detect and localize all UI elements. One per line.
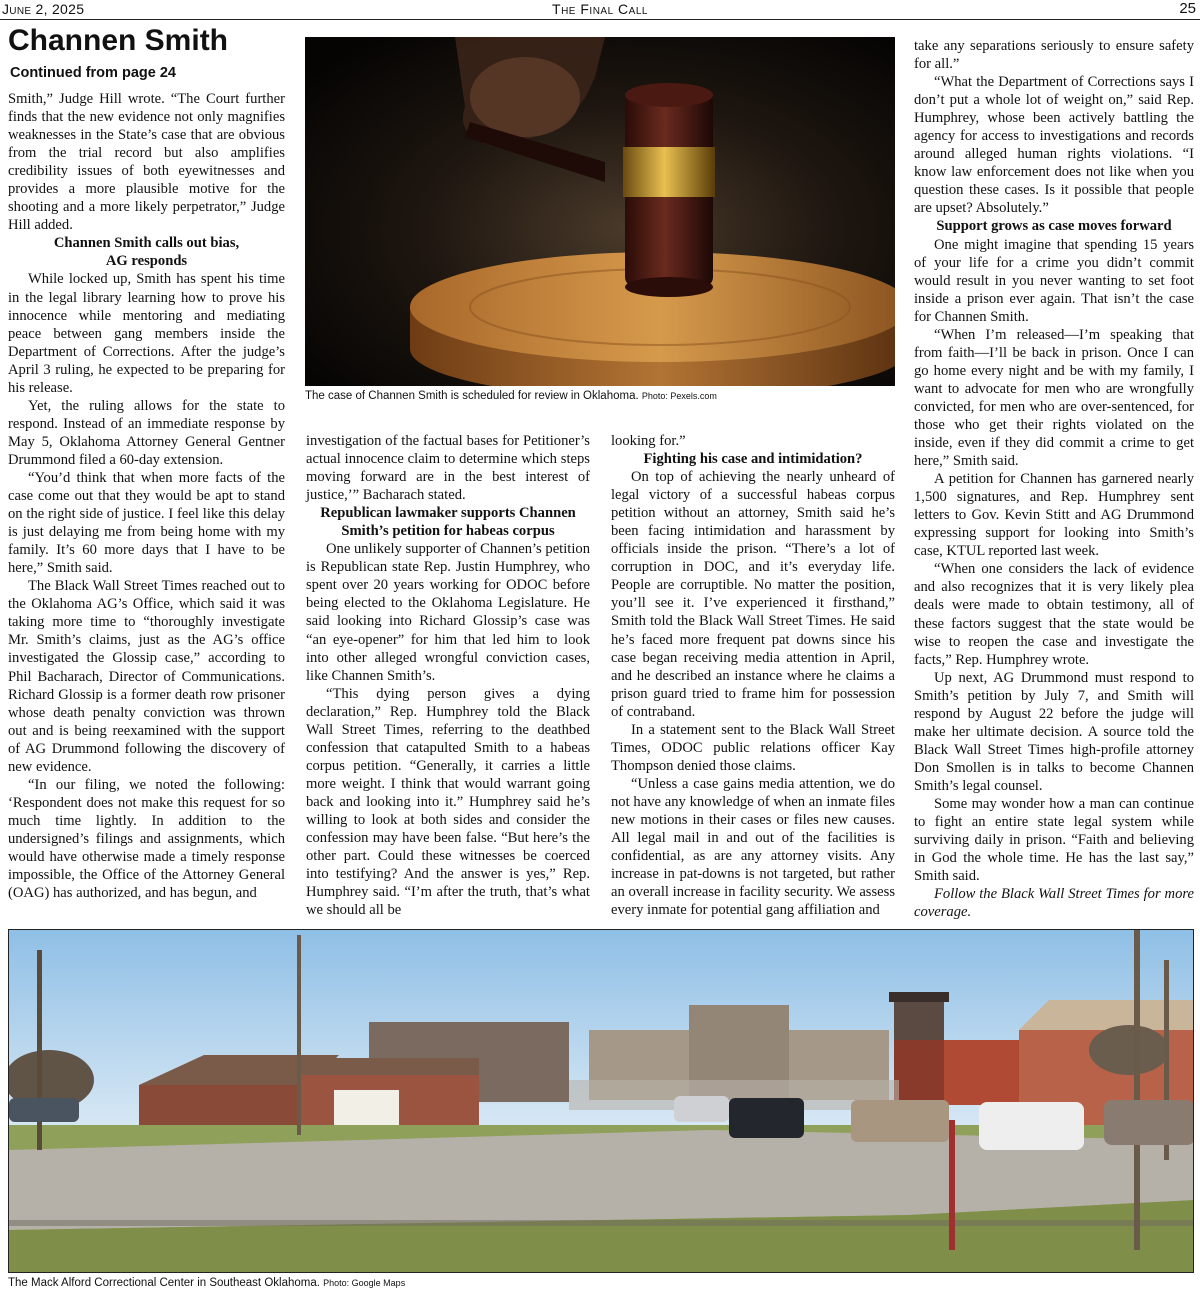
paragraph: A petition for Channen has garnered nearly 1,500 signatures, and Rep. Humphrey sent letters to Gov. Kevin Stitt and AG Drummond expressing support for looking into Smith’s case, KTUL reported last week. — [914, 471, 1194, 560]
paragraph: One unlikely supporter of Channen’s petition is Republican state Rep. Justin Humphrey, who spent over 20 years working for ODOC before being elected to the Oklahoma Legislature. He said looking into Richard Glossip’s case was “an eye-opener” for him that led him to look into other alleged wrongful conviction cases, like Channen Smith’s. — [306, 541, 590, 684]
paragraph: “Unless a case gains media attention, we do not have any knowledge of when an inmate files new motions in their cases or files new causes. All legal mail in and out of the facilities is confidential, as are any attorney visits. Any increase in pat-downs is not targeted, but rather an overall increase in facility security. We assess every inmate for potential gang affiliation and — [611, 775, 895, 919]
closing-note: Follow the Black Wall Street Times for more coverage. — [914, 886, 1194, 921]
paragraph: While locked up, Smith has spent his time in the legal library learning how to prove his innocence while mentoring and mediating peace between gang members inside the Department of Corrections. After the judge’s April 3 ruling, he expected to be preparing for his release. — [8, 271, 285, 396]
article-column-3 — [611, 432, 895, 919]
paragraph: take any separations seriously to ensure safety for all.” — [914, 38, 1194, 73]
paragraph: Up next, AG Drummond must respond to Smith’s petition by July 7, and Smith will respond by August 22 before the judge will make her ultimate decision. A source told the Black Wall Street Times high-profile attorney Don Smollen is in talks to become Channen Smith’s legal counsel. — [914, 669, 1194, 794]
paragraph: The Black Wall Street Times reached out to the Oklahoma AG’s Office, which said it was taking more time to “thoroughly investigate Mr. Smith’s claims, just as the AG’s office investigated the Glossip case,” according to Phil Bacharach, Director of Communications. Richard Glossip is a former death row prisoner whose death penalty conviction was thrown out and is being reexamined with the support of AG Drummond following the discovery of new evidence. — [8, 578, 285, 775]
photo-credit: Photo: Pexels.com — [641, 391, 717, 401]
paragraph: “What the Department of Corrections says I don’t put a whole lot of weight on,” said Rep. Humphrey, whose been actively battling the agency for access to investigations and records around alleged human rights violations. “I know law enforcement does not like when you question these cases. Is it possible that people are upset? Absolutely.” — [914, 74, 1194, 217]
subheading: Fighting his case and intimidation? — [643, 451, 863, 468]
gavel-photo — [305, 37, 895, 386]
subheading: Channen Smith calls out bias, — [53, 235, 240, 252]
continued-from-label: Continued from page 24 — [10, 65, 176, 81]
subheading: Smith’s petition for habeas corpus — [341, 523, 555, 540]
gavel-photo-caption — [305, 390, 717, 402]
article-headline: Channen Smith — [8, 24, 229, 57]
paragraph: looking for.” — [611, 433, 686, 449]
paragraph: Smith,” Judge Hill wrote. “The Court further finds that the new evidence not only magnifies weaknesses in the State’s case that are obvious from the trial record but also amplifies credibility issues of both eyewitnesses and provides a more plausible motive for the shooting and a more likely perpetrator,” Judge Hill added. — [8, 91, 285, 234]
prison-photo — [8, 929, 1194, 1273]
paragraph: In a statement sent to the Black Wall Street Times, ODOC public relations officer Kay Thompson denied those claims. — [611, 721, 895, 774]
folio-paper-name: The Final Call — [552, 1, 648, 17]
paragraph: “When one considers the lack of evidence and also recognizes that it is very likely plea deals were made to obtain testimony, all of these factors suggest that the state would be wise to reopen the case and investigate the facts,” Rep. Humphrey wrote. — [914, 561, 1194, 668]
page-folio — [0, 0, 1200, 20]
folio-date: June 2, 2025 — [2, 1, 85, 17]
paragraph: “You’d think that when more facts of the case come out that they would be apt to stand on the right side of justice. I feel like this delay is just delaying me from being home with my family. It’s 60 more days that I have to be here,” Smith said. — [8, 469, 285, 577]
photo-credit: Photo: Google Maps — [323, 1278, 406, 1288]
caption-text: The Mack Alford Correctional Center in Southeast Oklahoma. — [8, 1277, 320, 1289]
folio-page-number: 25 — [1179, 0, 1196, 17]
prison-photo-caption — [8, 1277, 405, 1289]
paragraph: “This dying person gives a dying declaration,” Rep. Humphrey told the Black Wall Street Times, referring to the deathbed confession that catapulted Smith to a habeas corpus petition. “Generally, it carries a little more weight. I think that would warrant going back and looking into it.” Humphrey said he’s willing to look at both sides and consider the confession may have been false. “But here’s the other part. Could these witnesses be coerced into testifying? And the answer is yes,” Rep. Humphrey said. “I’m after the truth, that’s what we should all be — [306, 685, 590, 919]
gavel-illustration — [305, 37, 895, 386]
subheading: Republican lawmaker supports Channen — [320, 505, 576, 522]
article-column-2 — [306, 432, 590, 919]
paragraph: On top of achieving the nearly unheard of legal victory of a successful habeas corpus petition without an attorney, Smith said he’s been facing intimidation and harassment by officials inside the prison. “There’s a lot of corruption in DOC, and it’s everyday life. People are corruptible. No matter the position, you’ll see it. I’ve experienced it firsthand,” Smith told the Black Wall Street Times. He said he’s faced more frequent pat downs since his case began receiving media attention in April, and he described an instance where he claims a prison guard tried to frame him for possession of contraband. — [611, 469, 895, 720]
subheading: Support grows as case moves forward — [936, 218, 1172, 235]
article-column-1 — [8, 90, 285, 902]
caption-text: The case of Channen Smith is scheduled for review in Oklahoma. — [305, 390, 639, 402]
paragraph: investigation of the factual bases for Petitioner’s actual innocence claim to determine which steps moving forward are in the best interest of justice,’” Bacharach stated. — [306, 433, 590, 504]
paragraph: One might imagine that spending 15 years of your life for a crime you didn’t commit would result in you never wanting to set foot inside a prison ever again. That isn’t the case for Channen Smith. — [914, 236, 1194, 325]
paragraph: “When I’m released—I’m speaking that from faith—I’ll be back in prison. Once I can go home every night and be with my family, I want to advocate for men who are wrongfully convicted, for men who are over-sentenced, for those who get their rights violated on the inside, even if they did commit a crime to get here,” Smith said. — [914, 326, 1194, 470]
paragraph: Some may wonder how a man can continue to fight an entire state legal system while surviving daily in prison. “Faith and believing in God the whole time. He has the last say,” Smith said. — [914, 795, 1194, 885]
subheading: AG responds — [105, 253, 188, 270]
article-column-4 — [914, 37, 1194, 921]
paragraph: “In our filing, we noted the following: ‘Respondent does not make this request for so much time lightly. In addition to the undersigned’s filings and assignments, which would have otherwise made a timely response impossible, the Office of the Attorney General (OAG) has authorized, and has begun, and — [8, 776, 285, 902]
prison-illustration — [9, 930, 1194, 1273]
paragraph: Yet, the ruling allows for the state to respond. Instead of an immediate response by May 5, Oklahoma Attorney General Gentner Drummond filed a 60-day extension. — [8, 397, 285, 468]
